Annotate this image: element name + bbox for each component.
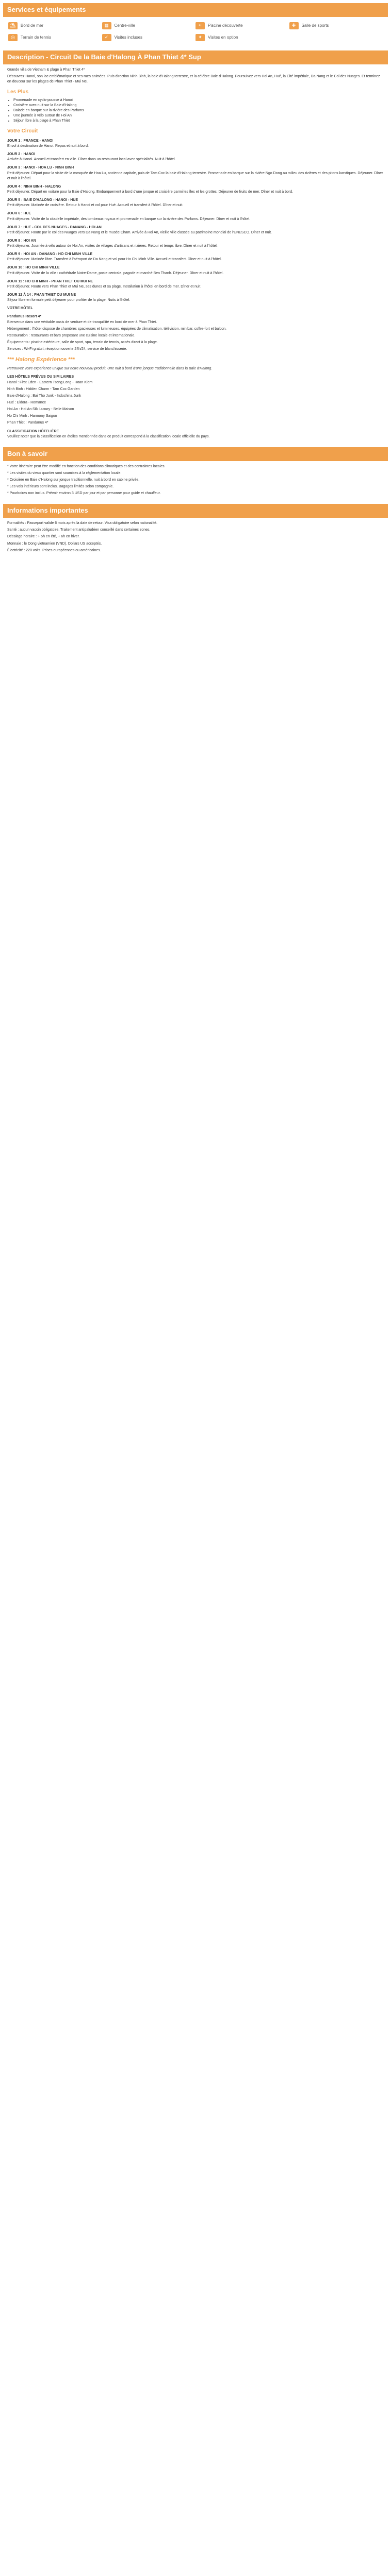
tennis-icon: ◎	[8, 34, 18, 41]
circuit-title: Votre Circuit	[7, 128, 38, 134]
day-block	[7, 165, 384, 181]
day-block	[7, 265, 384, 276]
day-desc: Envol à destination de Hanoi. Repas et nuit à bord.	[7, 144, 89, 148]
meal-icon: ✦	[196, 34, 205, 41]
amenities-grid	[3, 17, 388, 47]
day-title: JOUR 4 : NINH BINH - HALONG	[7, 184, 61, 189]
amenity-item	[196, 22, 289, 29]
day-title: JOUR 12 À 14 : PHAN THIET OU MUI NE	[7, 293, 76, 297]
bon-savoir-line: * Pourboires non inclus. Prévoir environ 3 USD par jour et par personne pour guide et chauffeur.	[7, 492, 161, 496]
bed-icon: ⛱	[8, 22, 18, 29]
gym-icon: ✚	[289, 22, 299, 29]
plus-item: • Une journée à vélo autour de Hoi An	[13, 113, 384, 118]
day-desc: Petit déjeuner. Matinée libre. Transfert à l'aéroport de Da Nang et vol pour Ho Chi Minh Ville. Accueil et transfert. Dîner et nuit à l'hôtel.	[7, 258, 222, 262]
hebergement-line: Hoi An : Hoi An Silk Luxury - Belle Maison	[7, 408, 74, 412]
bon-savoir-header: Bon à savoir	[3, 447, 388, 461]
day-block	[7, 139, 384, 149]
day-title: JOUR 6 : HUE	[7, 212, 31, 216]
day-title: JOUR 11 : HO CHI MINH - PHAN THIET OU MUI NE	[7, 279, 93, 283]
day-desc: Petit déjeuner. Départ en voiture pour la Baie d'Halong. Embarquement à bord d'une jonque et croisière parmi les îles et les grottes. Déjeuner de fruits de mer. Dîner et nuit à bord.	[7, 190, 294, 194]
amenity-item	[102, 22, 196, 29]
infos-line: Santé : aucun vaccin obligatoire. Traitement antipaludéen conseillé dans certaines zones.	[7, 528, 151, 532]
day-title: JOUR 8 : HOI AN	[7, 239, 36, 243]
bon-savoir-line: * Votre itinéraire peut être modifié en fonction des conditions climatiques et des contraintes locales.	[7, 464, 166, 468]
day-title: JOUR 2 : HANOI	[7, 152, 36, 157]
bon-savoir-line: * Les vols intérieurs sont inclus. Bagages limités selon compagnie.	[7, 485, 114, 489]
infos-line: Décalage horaire : + 5h en été, + 6h en hiver.	[7, 535, 80, 539]
hotel-text: Hébergement : l'hôtel dispose de chambres spacieuses et lumineuses, équipées de climatisation, télévision, minibar, coffre-fort et balcon.	[7, 327, 226, 331]
services-header: Services et équipements	[3, 3, 388, 17]
infos-line: Formalités : Passeport valide 6 mois après la date de retour. Visa obligatoire selon nationalité.	[7, 521, 157, 526]
visit-icon: ✓	[102, 34, 111, 41]
halong-experience-text: Retrouvez votre expérience unique sur notre nouveau produit. Une nuit à bord d'une jonque traditionnelle dans la Baie d'Halong.	[7, 367, 213, 371]
amenity-label: Visites en option	[208, 35, 238, 40]
amenity-item	[102, 34, 196, 41]
hotel-text: Bienvenue dans une véritable oasis de verdure et de tranquillité en bord de mer à Phan Thiet.	[7, 320, 157, 324]
hebergement-line: Baie d'Halong : Bai Tho Junk - Indochina Junk	[7, 394, 82, 398]
day-desc: Petit déjeuner. Route vers Phan Thiet et Mui Ne, ses dunes et sa plage. Installation à l'hôtel en bord de mer. Dîner et nuit.	[7, 284, 202, 289]
amenity-label: Visites incluses	[114, 35, 143, 40]
amenity-label: Salle de sports	[301, 23, 329, 28]
intro: Grande villa de Vietnam & plage à Phan Thiet 4*	[7, 67, 85, 72]
day-desc: Petit déjeuner. Journée à vélo autour de Hoi An, visites de villages d'artisans et rizières. Retour et temps libre. Dîner et nuit à l'hôtel.	[7, 244, 218, 248]
intro-paragraph: Découvrez Hanoi, son lac emblématique et ses rues animées. Puis direction Ninh Binh, la baie d'Halong terrestre, et la célèbre Baie d'Halong. Poursuivez vers Hoi An, Hué, la Cité impériale, Da Nang et le Col des Nuages. Et terminez en douceur sur les plages de Phan Thiet - Mui Ne.	[7, 74, 380, 83]
amenity-label: Piscine découverte	[208, 23, 243, 28]
day-block	[7, 293, 384, 303]
day-title: JOUR 10 : HO CHI MINH VILLE	[7, 266, 60, 270]
amenity-item	[8, 34, 102, 41]
hebergement-line: Ho Chi Minh : Harmony Saigon	[7, 414, 57, 418]
day-desc: Petit déjeuner. Route par le col des Nuages vers Da Nang et le musée Cham. Arrivée à Hoi An, vieille ville classée au patrimoine mondial de l'UNESCO. Dîner et nuit.	[7, 230, 272, 234]
hebergement-line: Hué : Eldora - Romance	[7, 400, 46, 404]
hebergements-title: LES HÔTELS PRÉVUS OU SIMILAIRES	[7, 375, 74, 379]
day-block	[7, 211, 384, 222]
day-desc: Petit déjeuner. Visite de la citadelle impériale, des tombeaux royaux et promenade en barque sur la rivière des Parfums. Déjeuner. Dîner et nuit à l'hôtel.	[7, 217, 251, 221]
bon-savoir-line: * Croisière en Baie d'Halong sur jonque traditionnelle, nuit à bord en cabine privée.	[7, 478, 140, 482]
amenity-label: Terrain de tennis	[21, 35, 52, 40]
amenity-item	[289, 22, 383, 29]
day-desc: Petit déjeuner. Départ pour la visite de la mosquée de Hoa Lu, ancienne capitale, puis de Tam Coc la baie d'Halong terrestre. Promenade en barque sur la rivière Ngo Dong au milieu des rizières et des pitons karstiques. Déjeuner. Dîner et nuit à l'hôtel.	[7, 171, 383, 180]
hotel-text: Restauration : restaurants et bars proposant une cuisine locale et internationale.	[7, 333, 136, 337]
plus-item: • Séjour libre à la plage à Phan Thiet	[13, 118, 384, 124]
day-block	[7, 152, 384, 162]
bon-savoir-line: * Les visites du vieux quartier sont soumises à la réglementation locale.	[7, 471, 122, 475]
day-desc: Séjour libre en formule petit déjeuner pour profiter de la plage. Nuits à l'hôtel.	[7, 298, 131, 302]
infos-line: Électricité : 220 volts. Prises européennes ou américaines.	[7, 548, 101, 552]
amenity-label: Bord de mer	[21, 23, 44, 28]
day-title: JOUR 3 : HANOI - HOA LU - NINH BINH	[7, 166, 74, 170]
hebergement-line: Phan Thiet : Pandanus 4*	[7, 421, 48, 425]
classification-title: CLASSIFICATION HÔTELIÈRE	[7, 429, 59, 433]
classification-text: Veuillez noter que la classification en étoiles mentionnée dans ce produit correspond à la classification locale officielle du pays.	[7, 434, 210, 438]
hotel-name: Pandanus Resort 4*	[7, 315, 42, 319]
day-title: JOUR 1 : FRANCE - HANOI	[7, 139, 54, 143]
amenity-label: Centre-ville	[114, 23, 135, 28]
votre-hotel-title: VOTRE HÔTEL	[7, 307, 33, 311]
day-block	[7, 279, 384, 290]
infos-line: Monnaie : le Dong vietnamien (VND). Dollars US acceptés.	[7, 541, 102, 546]
halong-experience-title: *** Halong Expérience ***	[7, 357, 75, 363]
hotel-text: Services : Wi-Fi gratuit, réception ouverte 24h/24, service de blanchisserie.	[7, 347, 127, 351]
description-header: Description - Circuit De la Baie d'Halong À Phan Thiet 4* Sup	[3, 50, 388, 64]
plus-item: • Balade en barque sur la rivière des Parfums	[13, 108, 384, 113]
day-block	[7, 184, 384, 195]
day-block	[7, 225, 384, 235]
day-title: JOUR 5 : BAIE D'HALONG - HANOI - HUE	[7, 198, 78, 202]
amenity-item	[196, 34, 289, 41]
day-desc: Petit déjeuner. Visite de la ville : cathédrale Notre-Dame, poste centrale, pagode et marché Ben Thanh. Déjeuner. Dîner et nuit à l'hôtel.	[7, 271, 224, 275]
hebergement-line: Ninh Binh : Hidden Charm - Tam Coc Garden	[7, 387, 80, 391]
les-plus-title: Les Plus	[7, 89, 29, 95]
plus-item: • Promenade en cyclo-pousse à Hanoi	[13, 98, 384, 103]
amenity-item	[8, 22, 102, 29]
day-title: JOUR 9 : HOI AN - DANANG - HO CHI MINH VILLE	[7, 252, 93, 257]
day-block	[7, 239, 384, 249]
day-desc: Arrivée à Hanoi. Accueil et transfert en ville. Dîner dans un restaurant local avec spécialités. Nuit à l'hôtel.	[7, 158, 176, 162]
hebergement-line: Hanoi : First Eden - Eastern Tsong Long - Hoan Kiem	[7, 380, 93, 384]
hotel-text: Équipements : piscine extérieure, salle de sport, spa, terrain de tennis, accès direct à la plage.	[7, 341, 158, 345]
infos-header: Informations importantes	[3, 504, 388, 518]
plus-item: • Croisière avec nuit sur la Baie d'Halong	[13, 103, 384, 108]
day-desc: Petit déjeuner. Matinée de croisière. Retour à Hanoi et vol pour Hué. Accueil et transfert à l'hôtel. Dîner et nuit.	[7, 204, 184, 208]
day-block	[7, 252, 384, 262]
day-block	[7, 198, 384, 208]
day-title: JOUR 7 : HUE - COL DES NUAGES - DANANG - HOI AN	[7, 225, 102, 229]
pool-icon: ≈	[196, 22, 205, 29]
city-icon: ▦	[102, 22, 111, 29]
